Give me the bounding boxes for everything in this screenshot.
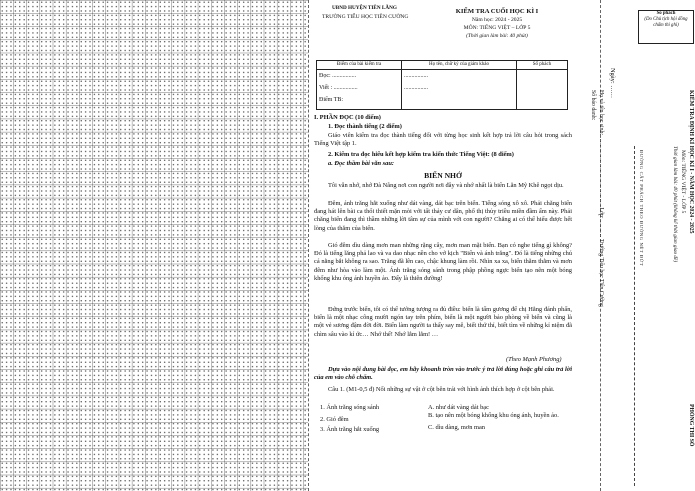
school-year: Năm học: 2024 - 2025 <box>471 17 523 23</box>
score-write-blank[interactable]: ................ <box>333 85 358 92</box>
q1-left-2[interactable]: 2. Gió đêm <box>320 416 349 423</box>
part1-title: I. PHẦN ĐỌC (10 điểm) <box>314 114 381 121</box>
sidebar-sbd[interactable]: Số báo danh: <box>590 90 596 121</box>
score-avg-label: Điểm TB: <box>319 97 344 104</box>
story-author: (Theo Mạnh Phương) <box>506 356 562 363</box>
q1-left-3[interactable]: 3. Ánh trăng hắt xuống <box>320 426 380 433</box>
q1-right-a[interactable]: A. như dát vàng dát bạc <box>428 404 489 411</box>
sidebar-date[interactable]: Ngày: …… <box>609 68 616 98</box>
score-write-label: Viết : <box>319 85 333 92</box>
sidebar-code-box-title: Số phách <box>656 11 676 16</box>
examiner-col-header: Họ tên, chữ ký của giám khảo <box>402 61 517 70</box>
q1-right-c[interactable]: C. dìu dàng, mơn man <box>428 424 485 431</box>
sidebar-header <box>590 0 695 491</box>
sidebar-rot-title: KIỂM TRA ĐỊNH KÌ HỌC KÌ I - NĂM HỌC 2024 - 2025 <box>688 90 694 234</box>
subject: MÔN: TIẾNG VIỆT – LỚP 5 <box>463 25 531 31</box>
answer-grid-lines <box>0 0 308 491</box>
q1-left-1[interactable]: 1. Ánh trăng sóng sánh <box>320 404 380 411</box>
story-p1: Tôi vẫn nhớ, nhớ Đà Nẵng nơi con người nơi đây và nhớ nhất là biển Lăn Mỹ Khê ngọt dịu. <box>328 182 564 189</box>
exam-page <box>310 0 600 491</box>
code-cell <box>517 70 568 110</box>
story-p2: Đêm, ánh trăng hắt xuống như dát vàng, dát bạc trên biển. Tiếng sóng xô xô. Phải chăng biển đang hát lên bài ca thổi thiết mặn mòi với tất thảy cư dân, phố thị thủy triều miền đầm ấm này. Phải chăng biển đang thì thầm những lời tâm sự của mình với con người? Chẳng ai có thể hiểu được hết lòng của thăm của biển. <box>314 200 572 232</box>
q1-right-b[interactable]: B. tạo nên một bóng khổng khu óng ánh, huyền ảo. <box>428 412 559 419</box>
q1-matching-table <box>318 404 572 434</box>
part1-s1-title: 1. Đọc thành tiếng (2 điểm) <box>328 123 402 130</box>
sidebar-room-no: PHÒNG THI SỐ <box>688 404 694 447</box>
sidebar-rot-time: Thời gian làm bài: 40 phút (không kể thời gian giao đề) <box>672 146 678 263</box>
score-col-header: Điểm của bài kiểm tra <box>317 61 402 70</box>
story-p3: Gió đêm dìu dàng mơn man những rặng cây, mơn man mặt biển. Bạn có nghe tiếng gì không? Đó là tiếng lăng phả lao và va dao nhạc nền cho vở kịch "Biển và ánh trăng". Đó là tiếng những chú cá nằng bắt không ra sao. Trăng đã lên cao, chậc khung làm rồi. Nhìn xa xa, biển thăm thẳm và mơn đêm như hòa vào làm một. Ánh trăng sóng sánh trong phập phồng ngực biển tạo nên một bóng khổng khu óng ánh huyền ảo. Đấy là thiên đường! <box>314 242 572 282</box>
time-note: (Thời gian làm bài: 40 phút) <box>466 33 528 39</box>
fold-line-left <box>308 0 309 491</box>
sidebar-student-info[interactable]: Họ và tên học sinh: ……………………………… Lớp: ……… Trường Tiểu học Tiên Cường <box>598 90 604 307</box>
story-p4: Đứng trước biển, tôi có thể tưởng tượng ra đủ điều: biển là tấm gương để chị Hằng đánh phấn, biển là một nhạc công mười ngón tay trên phím, biển là một người bảo phòng về biển và cũng là một vẻ sương đậm đời đời. Biển làm người ta thấy say mê, biết thứ thỉ, biết tìm về những kỉ niệm đã chìm sâu vào kí ức… Nhớ thế! Nhớ lắm lắm! … <box>314 306 572 338</box>
part1-s2-title: 2. Kiểm tra đọc hiểu kết hợp kiểm tra kiến thức Tiếng Việt: (8 điểm) <box>328 151 514 158</box>
exam-title: KIỂM TRA CUỐI HỌC KÌ I <box>455 8 539 15</box>
score-table <box>316 60 568 110</box>
instructions: Dựa vào nội dung bài đọc, em hãy khoanh tròn vào trước ý trả lời đúng hoặc ghi câu trả lời của em vào chỗ chấm. <box>314 366 572 382</box>
sidebar-cut-line: ĐƯỜNG CẮT PHÁCH THEO ĐƯỜNG NÉT ĐỨT <box>639 150 644 267</box>
sidebar-code-box-note: (Do Chủ tịch hội đồng chấm thi ghi) <box>644 17 688 28</box>
story-title: BIỂN NHỚ <box>424 171 462 180</box>
ubnd-label: UBND HUYỆN TIÊN LÃNG <box>332 5 397 11</box>
part1-s1-text: Giáo viên kiểm tra đọc thành tiếng đối với từng học sinh kết hợp trả lời câu hỏi trong sách Tiếng Việt tập 1. <box>314 132 572 148</box>
q1-prompt: Câu 1. (M1-0,5 đ) Nối những sự vật ở cột bên trái với hình ảnh thích hợp ở cột bên phải. <box>328 386 555 393</box>
examiner-blank-1[interactable]: ................ <box>404 73 428 80</box>
examiner-blank-2[interactable]: ................ <box>404 85 428 92</box>
school-name: TRƯỜNG TIỂU HỌC TIÊN CƯỜNG <box>322 14 409 20</box>
score-read-blank[interactable]: ................ <box>332 73 357 80</box>
score-read-label: Đọc: <box>319 73 331 80</box>
code-col-header: Số phách <box>517 61 568 70</box>
part1-s2a: a. Đọc thầm bài văn sau: <box>328 160 395 167</box>
sidebar-cut-dashes <box>634 146 635 486</box>
sidebar-rot-subject: Môn: TIẾNG VIỆT - LỚP 5 <box>680 150 686 214</box>
